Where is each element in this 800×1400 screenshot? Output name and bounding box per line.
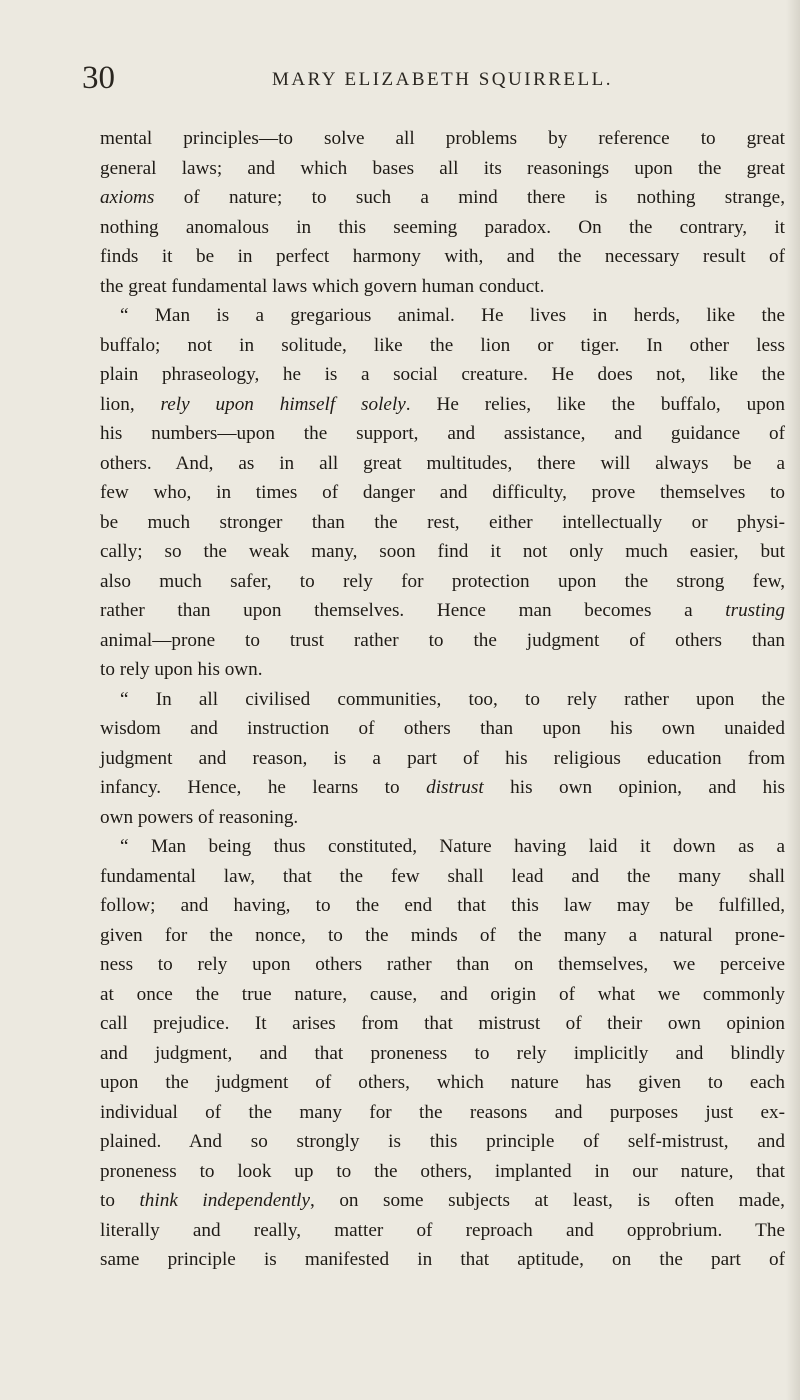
text-span: rather than upon themselves. Hence man becomes a [100, 600, 726, 621]
text-line [100, 567, 785, 597]
text-span: lion, [100, 393, 161, 415]
text-line [100, 1009, 785, 1039]
text-span: judgment and reason, is a part of his religious education from [100, 747, 785, 769]
text-span: mental principles—to solve all problems by reference to great [100, 128, 785, 149]
text-span: his numbers—upon the support, and assistance, and guidance of [100, 423, 785, 444]
text-line [100, 1186, 785, 1216]
text-line [100, 390, 785, 420]
text-span: the great fundamental laws which govern human conduct. [100, 275, 545, 297]
text-span: fundamental law, that the few shall lead and the many shall [100, 865, 785, 887]
text-span: literally and really, matter of reproach and opprobrium. The [100, 1219, 785, 1241]
text-line [100, 921, 785, 951]
running-title: MARY ELIZABETH SQUIRRELL. [272, 69, 613, 90]
text-line [100, 950, 785, 980]
text-line [100, 1127, 785, 1157]
text-line [100, 419, 785, 449]
text-line [100, 242, 785, 272]
text-line [100, 537, 785, 567]
text-span: to [100, 1190, 140, 1211]
text-line [100, 508, 785, 538]
text-line [100, 980, 785, 1010]
text-span: others. And, as in all great multitudes, there will always be a [100, 452, 785, 474]
text-span: infancy. Hence, he learns to [100, 777, 427, 798]
italic-text: distrust [426, 777, 484, 798]
text-span: call prejudice. It arises from that mistrust of their own opinion [100, 1013, 785, 1034]
page-edge-shadow [786, 0, 800, 1400]
text-span: finds it be in perfect harmony with, and the necessary result of [100, 246, 785, 267]
text-line [100, 714, 785, 744]
text-span: animal—prone to trust rather to the judgment of others than [100, 629, 785, 651]
text-span: “ Man is a gregarious animal. He lives in herds, like the [120, 305, 785, 326]
text-line [100, 1039, 785, 1069]
text-line [100, 1216, 785, 1246]
text-line [100, 478, 785, 508]
text-line [100, 1068, 785, 1098]
text-span: follow; and having, to the end that this law may be fulfilled, [100, 895, 785, 916]
text-line [100, 685, 785, 715]
text-span: to rely upon his own. [100, 659, 263, 680]
text-span: same principle is manifested in that aptitude, on the part of [100, 1249, 785, 1270]
body-text [100, 124, 785, 1275]
page-number: 30 [82, 60, 115, 96]
text-span: , on some subjects at least, is often made, [310, 1190, 785, 1211]
text-line [100, 832, 785, 862]
text-span: his own opinion, and his [483, 777, 785, 798]
text-line [100, 331, 785, 361]
text-span: upon the judgment of others, which nature has given to each [100, 1072, 785, 1093]
text-line [100, 655, 785, 685]
text-line [100, 124, 785, 154]
italic-text: trusting [725, 600, 785, 621]
text-line [100, 213, 785, 243]
text-line [100, 272, 785, 302]
text-line [100, 744, 785, 774]
text-line [100, 449, 785, 479]
text-span: of nature; to such a mind there is nothing strange, [154, 187, 785, 208]
text-line [100, 1098, 785, 1128]
text-span: ness to rely upon others rather than on themselves, we perceive [100, 954, 785, 975]
text-line [100, 596, 785, 626]
text-line [100, 862, 785, 892]
text-span: given for the nonce, to the minds of the many a natural prone- [100, 924, 785, 946]
text-span: also much safer, to rely for protection upon the strong few, [100, 570, 785, 592]
text-span: few who, in times of danger and difficulty, prove themselves to [100, 482, 785, 503]
running-head [82, 60, 782, 96]
text-span: plain phraseology, he is a social creature. He does not, like the [100, 364, 785, 385]
text-span: plained. And so strongly is this principle of self-mistrust, and [100, 1131, 785, 1152]
text-line [100, 360, 785, 390]
italic-text: rely upon himself solely [160, 393, 406, 415]
text-span: and judgment, and that proneness to rely implicitly and blindly [100, 1042, 785, 1064]
text-span: be much stronger than the rest, either intellectually or physi- [100, 511, 785, 533]
text-line [100, 154, 785, 184]
text-span: “ In all civilised communities, too, to rely rather upon the [120, 688, 785, 710]
text-span: wisdom and instruction of others than upon his own unaided [100, 718, 785, 739]
text-span: cally; so the weak many, soon find it not only much easier, but [100, 541, 785, 562]
text-line [100, 301, 785, 331]
italic-text: think independently [139, 1190, 310, 1211]
text-span: general laws; and which bases all its reasonings upon the great [100, 157, 785, 179]
text-span: nothing anomalous in this seeming paradox. On the contrary, it [100, 216, 785, 238]
italic-text: axioms [100, 187, 155, 208]
text-line [100, 183, 785, 213]
text-span: buffalo; not in solitude, like the lion or tiger. In other less [100, 334, 785, 356]
text-span: proneness to look up to the others, implanted in our nature, that [100, 1160, 785, 1182]
text-span: at once the true nature, cause, and origin of what we commonly [100, 983, 785, 1005]
text-span: “ Man being thus constituted, Nature having laid it down as a [120, 836, 785, 857]
text-line [100, 773, 785, 803]
text-span: own powers of reasoning. [100, 806, 299, 828]
text-line [100, 1157, 785, 1187]
text-line [100, 891, 785, 921]
text-line [100, 1245, 785, 1275]
text-line [100, 803, 785, 833]
text-span: individual of the many for the reasons and purposes just ex- [100, 1101, 785, 1123]
text-span: . He relies, like the buffalo, upon [405, 393, 785, 415]
text-line [100, 626, 785, 656]
